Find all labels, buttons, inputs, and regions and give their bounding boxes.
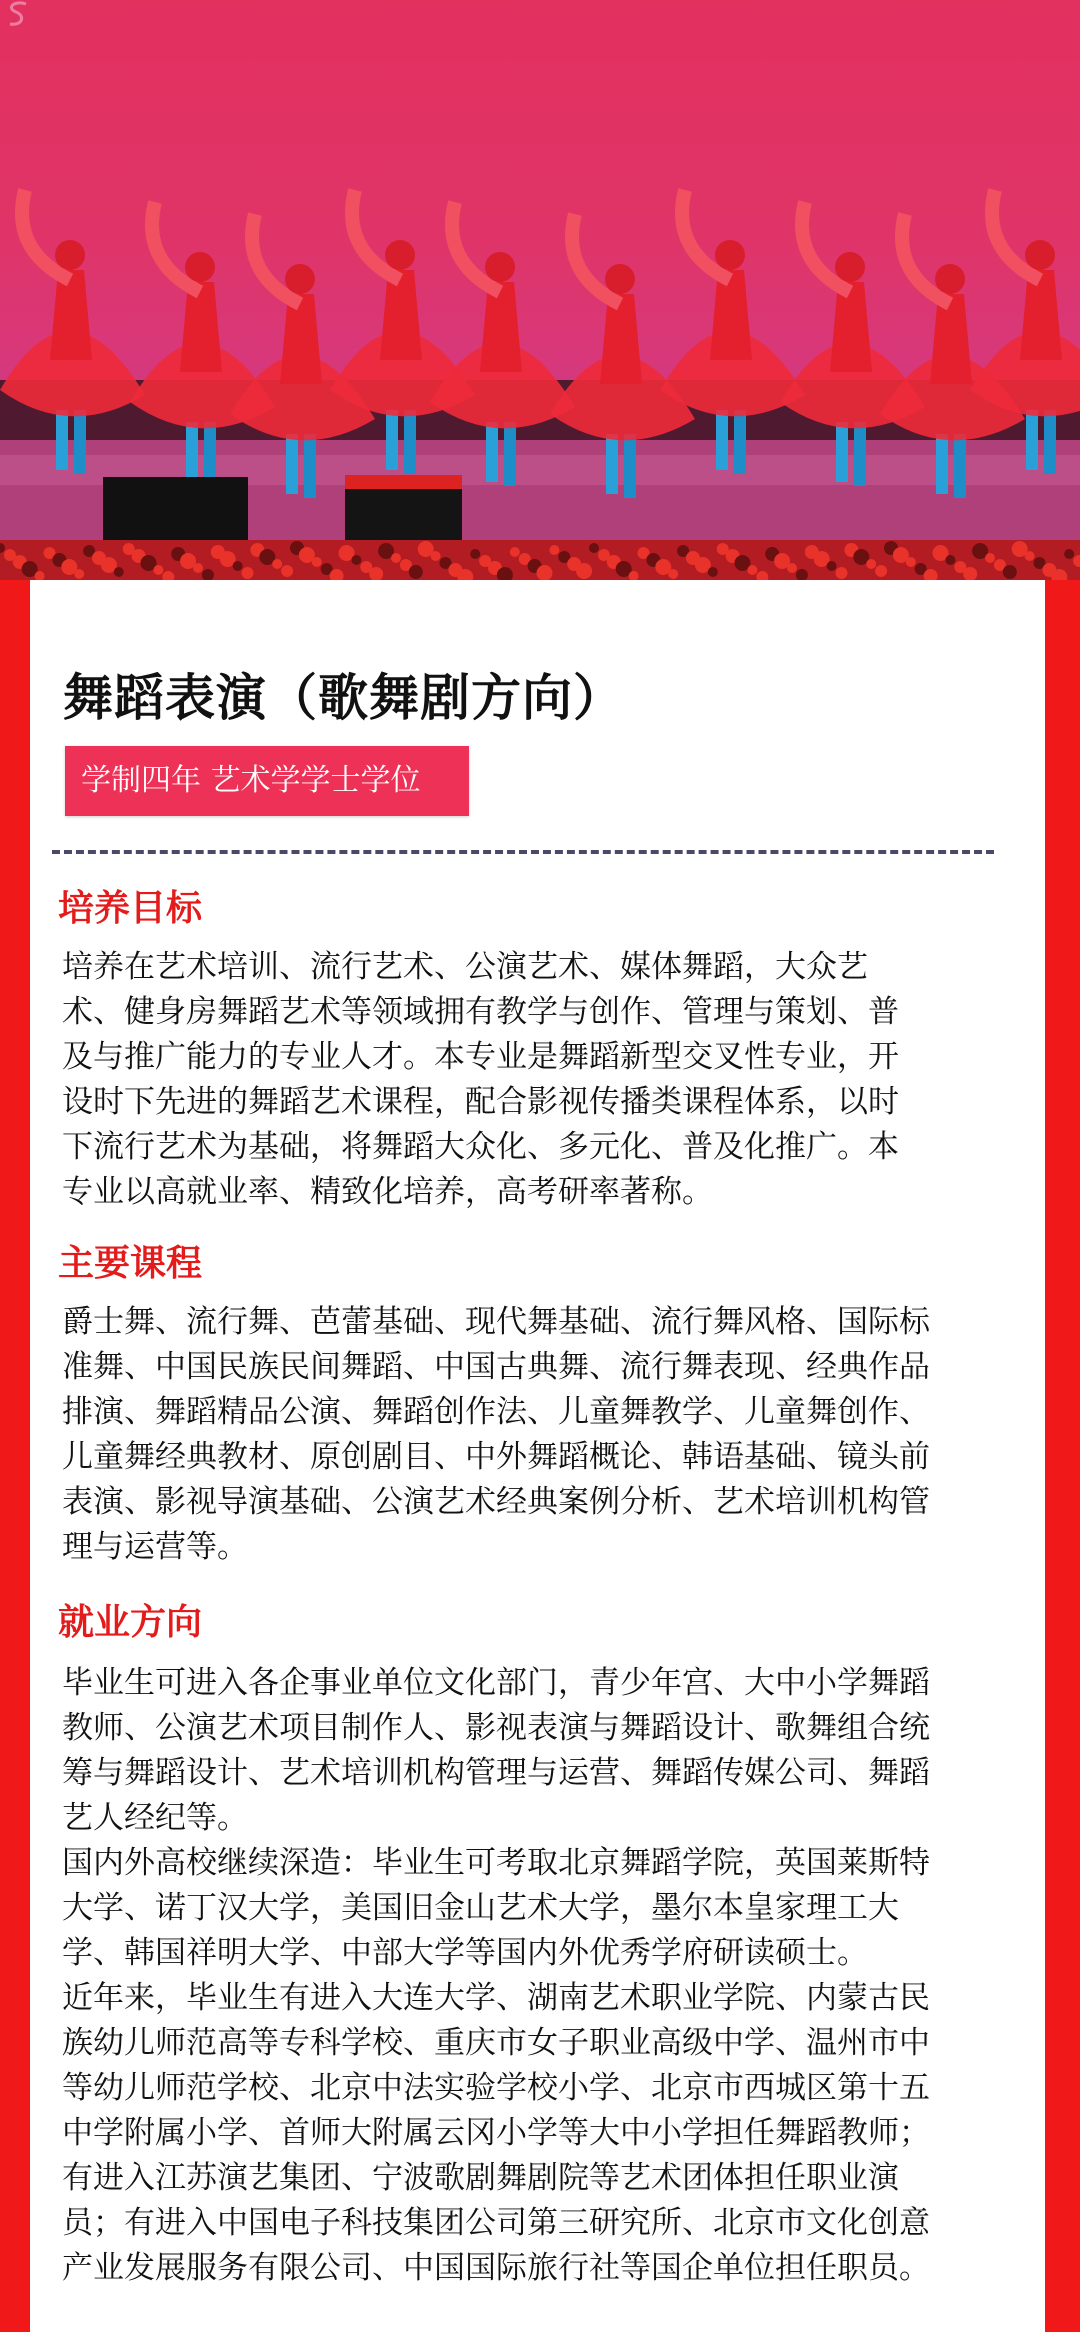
- section-body-careers: [62, 1661, 1042, 2291]
- flower-mark: [836, 567, 848, 579]
- flower-mark: [312, 557, 322, 567]
- flower-mark: [1003, 565, 1017, 579]
- section-heading-careers: 就业方向: [58, 1602, 203, 1643]
- text-line: 及与推广能力的专业人才。本专业是舞蹈新型交叉性专业，开: [62, 1039, 899, 1075]
- flower-mark: [875, 565, 887, 577]
- degree-badge: 学制四年 艺术学学士学位: [65, 746, 469, 816]
- text-line: 产业发展服务有限公司、中国国际旅行社等国企单位担任职员。: [62, 2250, 930, 2286]
- dancers-illustration: [0, 0, 1080, 580]
- text-line: 专业以高就业率、精致化培养，高考研率著称。: [62, 1174, 713, 1210]
- text-line: 中学附属小学、首师大附属云冈小学等大中小学担任舞蹈教师；: [62, 2115, 930, 2151]
- flower-mark: [242, 567, 254, 579]
- flower-mark: [114, 567, 124, 577]
- flower-mark: [431, 551, 441, 561]
- content-card: [30, 580, 1045, 2332]
- flower-mark: [1025, 551, 1035, 561]
- section-heading-goals: 培养目标: [58, 888, 203, 929]
- text-line: 儿童舞经典教材、原创剧目、中外舞蹈概论、韩语基础、镜头前: [62, 1439, 930, 1475]
- text-line: 员；有进入中国电子科技集团公司第三研究所、北京市文化创意: [62, 2205, 930, 2241]
- flower-mark: [391, 553, 401, 563]
- flower-mark: [272, 559, 282, 569]
- text-line: 族幼儿师范高等专科学校、重庆市女子职业高级中学、温州市中: [62, 2025, 930, 2061]
- text-line: 筹与舞蹈设计、艺术培训机构管理与运营、舞蹈传媒公司、舞蹈: [62, 1755, 930, 1791]
- flower-mark: [233, 561, 243, 571]
- flower-mark: [1064, 549, 1074, 559]
- flower-mark: [589, 543, 599, 553]
- text-line: 国内外高校继续深造：毕业生可考取北京舞蹈学院，英国莱斯特: [62, 1845, 930, 1881]
- flower-mark: [281, 565, 293, 577]
- watermark-logo: [0, 0, 36, 32]
- text-line: 下流行艺术为基础，将舞蹈大众化、多元化、普及化推广。本: [62, 1129, 899, 1165]
- text-line: 术、健身房舞蹈艺术等领域拥有教学与创作、管理与策划、普: [62, 994, 899, 1030]
- flower-mark: [549, 545, 559, 555]
- flower-mark: [708, 567, 718, 577]
- flower-mark: [747, 565, 757, 575]
- page-title: 舞蹈表演（歌舞剧方向）: [63, 669, 624, 727]
- flower-mark: [827, 561, 837, 571]
- text-line: 表演、影视导演基础、公演艺术经典案例分析、艺术培训机构管: [62, 1484, 930, 1520]
- text-line: 理与运营等。: [62, 1529, 248, 1565]
- dashed-divider: [52, 850, 994, 854]
- text-line: 毕业生可进入各企事业单位文化部门，青少年宫、大中小学舞蹈: [62, 1665, 930, 1701]
- flower-mark: [906, 557, 916, 567]
- text-line: 排演、舞蹈精品公演、舞蹈创作法、儿童舞教学、儿童舞创作、: [62, 1394, 930, 1430]
- flower-mark: [985, 553, 995, 563]
- flower-mark: [576, 563, 592, 579]
- flower-mark: [351, 555, 361, 565]
- text-line: 教师、公演艺术项目制作人、影视表演与舞蹈设计、歌舞组合统: [62, 1710, 930, 1746]
- flower-mark: [153, 565, 163, 575]
- flower-mark: [668, 569, 678, 579]
- flower-mark: [74, 569, 84, 579]
- section-heading-courses: 主要课程: [58, 1243, 203, 1284]
- text-line: 培养在艺术培训、流行艺术、公演艺术、媒体舞蹈，大众艺: [62, 949, 868, 985]
- section-body-courses: [62, 1300, 1042, 1570]
- text-line: 设时下先进的舞蹈艺术课程，配合影视传播类课程体系，以时: [62, 1084, 899, 1120]
- flower-mark: [470, 549, 480, 559]
- flower-mark: [193, 563, 203, 573]
- text-line: 学、韩国祥明大学、中部大学等国内外优秀学府研读硕士。: [62, 1935, 868, 1971]
- text-line: 准舞、中国民族民间舞蹈、中国古典舞、流行舞表现、经典作品: [62, 1349, 930, 1385]
- flower-mark: [409, 565, 423, 579]
- hero-photo: [0, 0, 1080, 580]
- text-line: 近年来，毕业生有进入大连大学、湖南艺术职业学院、内蒙古民: [62, 1980, 930, 2016]
- text-line: 艺人经纪等。: [62, 1800, 248, 1836]
- section-body-goals: [62, 945, 1042, 1215]
- text-line: 等幼儿师范学校、北京中法实验学校小学、北京市西城区第十五: [62, 2070, 930, 2106]
- text-line: 爵士舞、流行舞、芭蕾基础、现代舞基础、流行舞风格、国际标: [62, 1304, 930, 1340]
- flower-mark: [945, 555, 955, 565]
- text-line: 大学、诺丁汉大学，美国旧金山艺术大学，墨尔本皇家理工大: [62, 1890, 899, 1926]
- text-line: 有进入江苏演艺集团、宁波歌剧舞剧院等艺术团体担任职业演: [62, 2160, 899, 2196]
- flower-mark: [866, 559, 876, 569]
- flower-mark: [510, 547, 520, 557]
- flower-mark: [787, 563, 797, 573]
